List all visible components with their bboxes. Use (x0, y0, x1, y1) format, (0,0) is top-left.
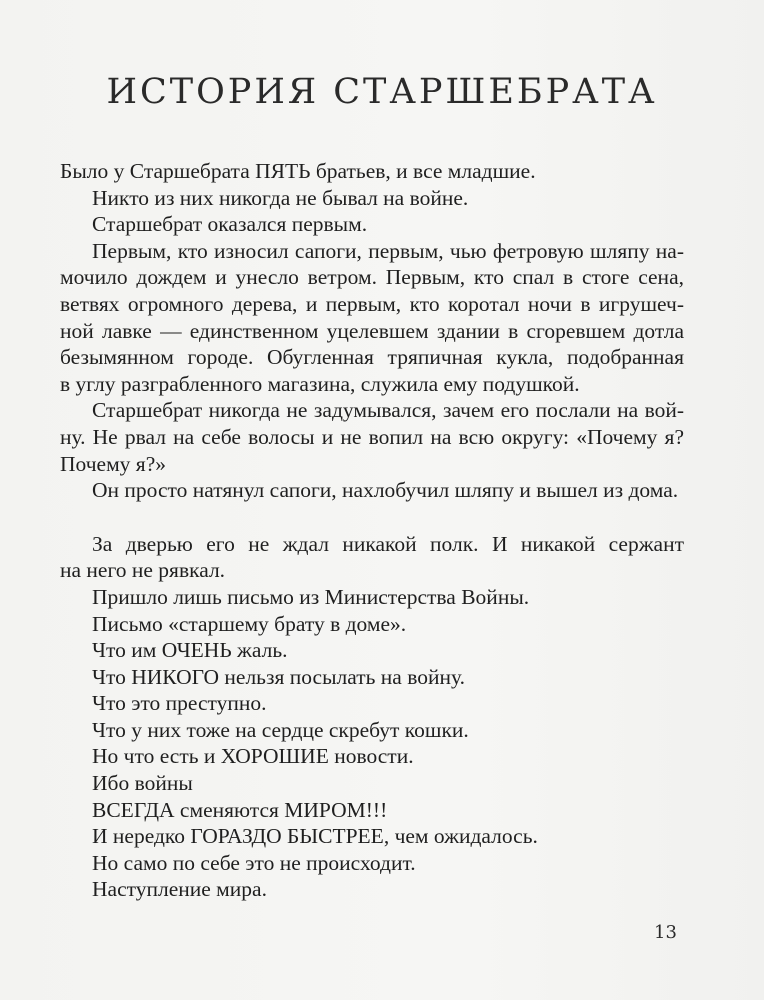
text-line: Было у Старшебрата ПЯТЬ братьев, и все младшие. (60, 159, 536, 183)
text-line: Старшебрат оказался первым. (92, 212, 368, 237)
text-line: безымянном городе. Обугленная тряпичная кукла, подобранная (60, 345, 684, 370)
text-line: ветвях огромного дерева, и первым, кто коротал ночи в игрушеч- (60, 291, 684, 316)
text-line: Почему я?» (60, 451, 166, 476)
text-line: Пришло лишь письмо из Министерства Войны. (92, 584, 530, 609)
text-line: И нередко ГОРАЗДО БЫСТРЕЕ, чем ожидалось. (92, 824, 538, 849)
paragraph-gap (60, 504, 684, 531)
text-line: Что им ОЧЕНЬ жаль. (92, 638, 288, 663)
text-line: мочило дождем и унесло ветром. Первым, кто спал в стоге сена, (60, 265, 684, 290)
text-line: Что это преступно. (92, 691, 267, 716)
text-line: Что у них тоже на сердце скребут кошки. (92, 717, 469, 742)
text-line: Старшебрат никогда не задумывался, зачем его послали на вой- (92, 398, 684, 423)
text-line: Но само по себе это не происходит. (92, 850, 416, 875)
text-line: Первым, кто износил сапоги, первым, чью фетровую шляпу на- (92, 238, 684, 263)
text-line: Но что есть и ХОРОШИЕ новости. (92, 744, 414, 769)
text-line: За дверью его не ждал никакой полк. И никакой сержант (92, 531, 684, 556)
body-text (60, 158, 684, 903)
text-line: Никто из них никогда не бывал на войне. (92, 185, 469, 210)
page-number: 13 (654, 922, 677, 943)
text-line: на него не рявкал. (60, 558, 226, 583)
text-line: Наступление мира. (92, 877, 267, 902)
text-line: ной лавке — единственном уцелевшем здании в сгоревшем дотла (60, 318, 684, 343)
text-line: Письмо «старшему брату в доме». (92, 611, 407, 636)
text-line: Ибо войны (92, 771, 193, 796)
text-line: ВСЕГДА сменяются МИРОМ!!! (92, 797, 388, 822)
text-line: ну. Не рвал на себе волосы и не вопил на всю округу: «Почему я? (60, 424, 684, 449)
text-line: Он просто натянул сапоги, нахлобучил шляпу и вышел из дома. (92, 478, 679, 503)
chapter-title: ИСТОРИЯ СТАРШЕБРАТА (106, 72, 658, 112)
text-line: Что НИКОГО нельзя посылать на войну. (92, 664, 465, 689)
text-line: в углу разграбленного магазина, служила ему подушкой. (60, 371, 580, 396)
